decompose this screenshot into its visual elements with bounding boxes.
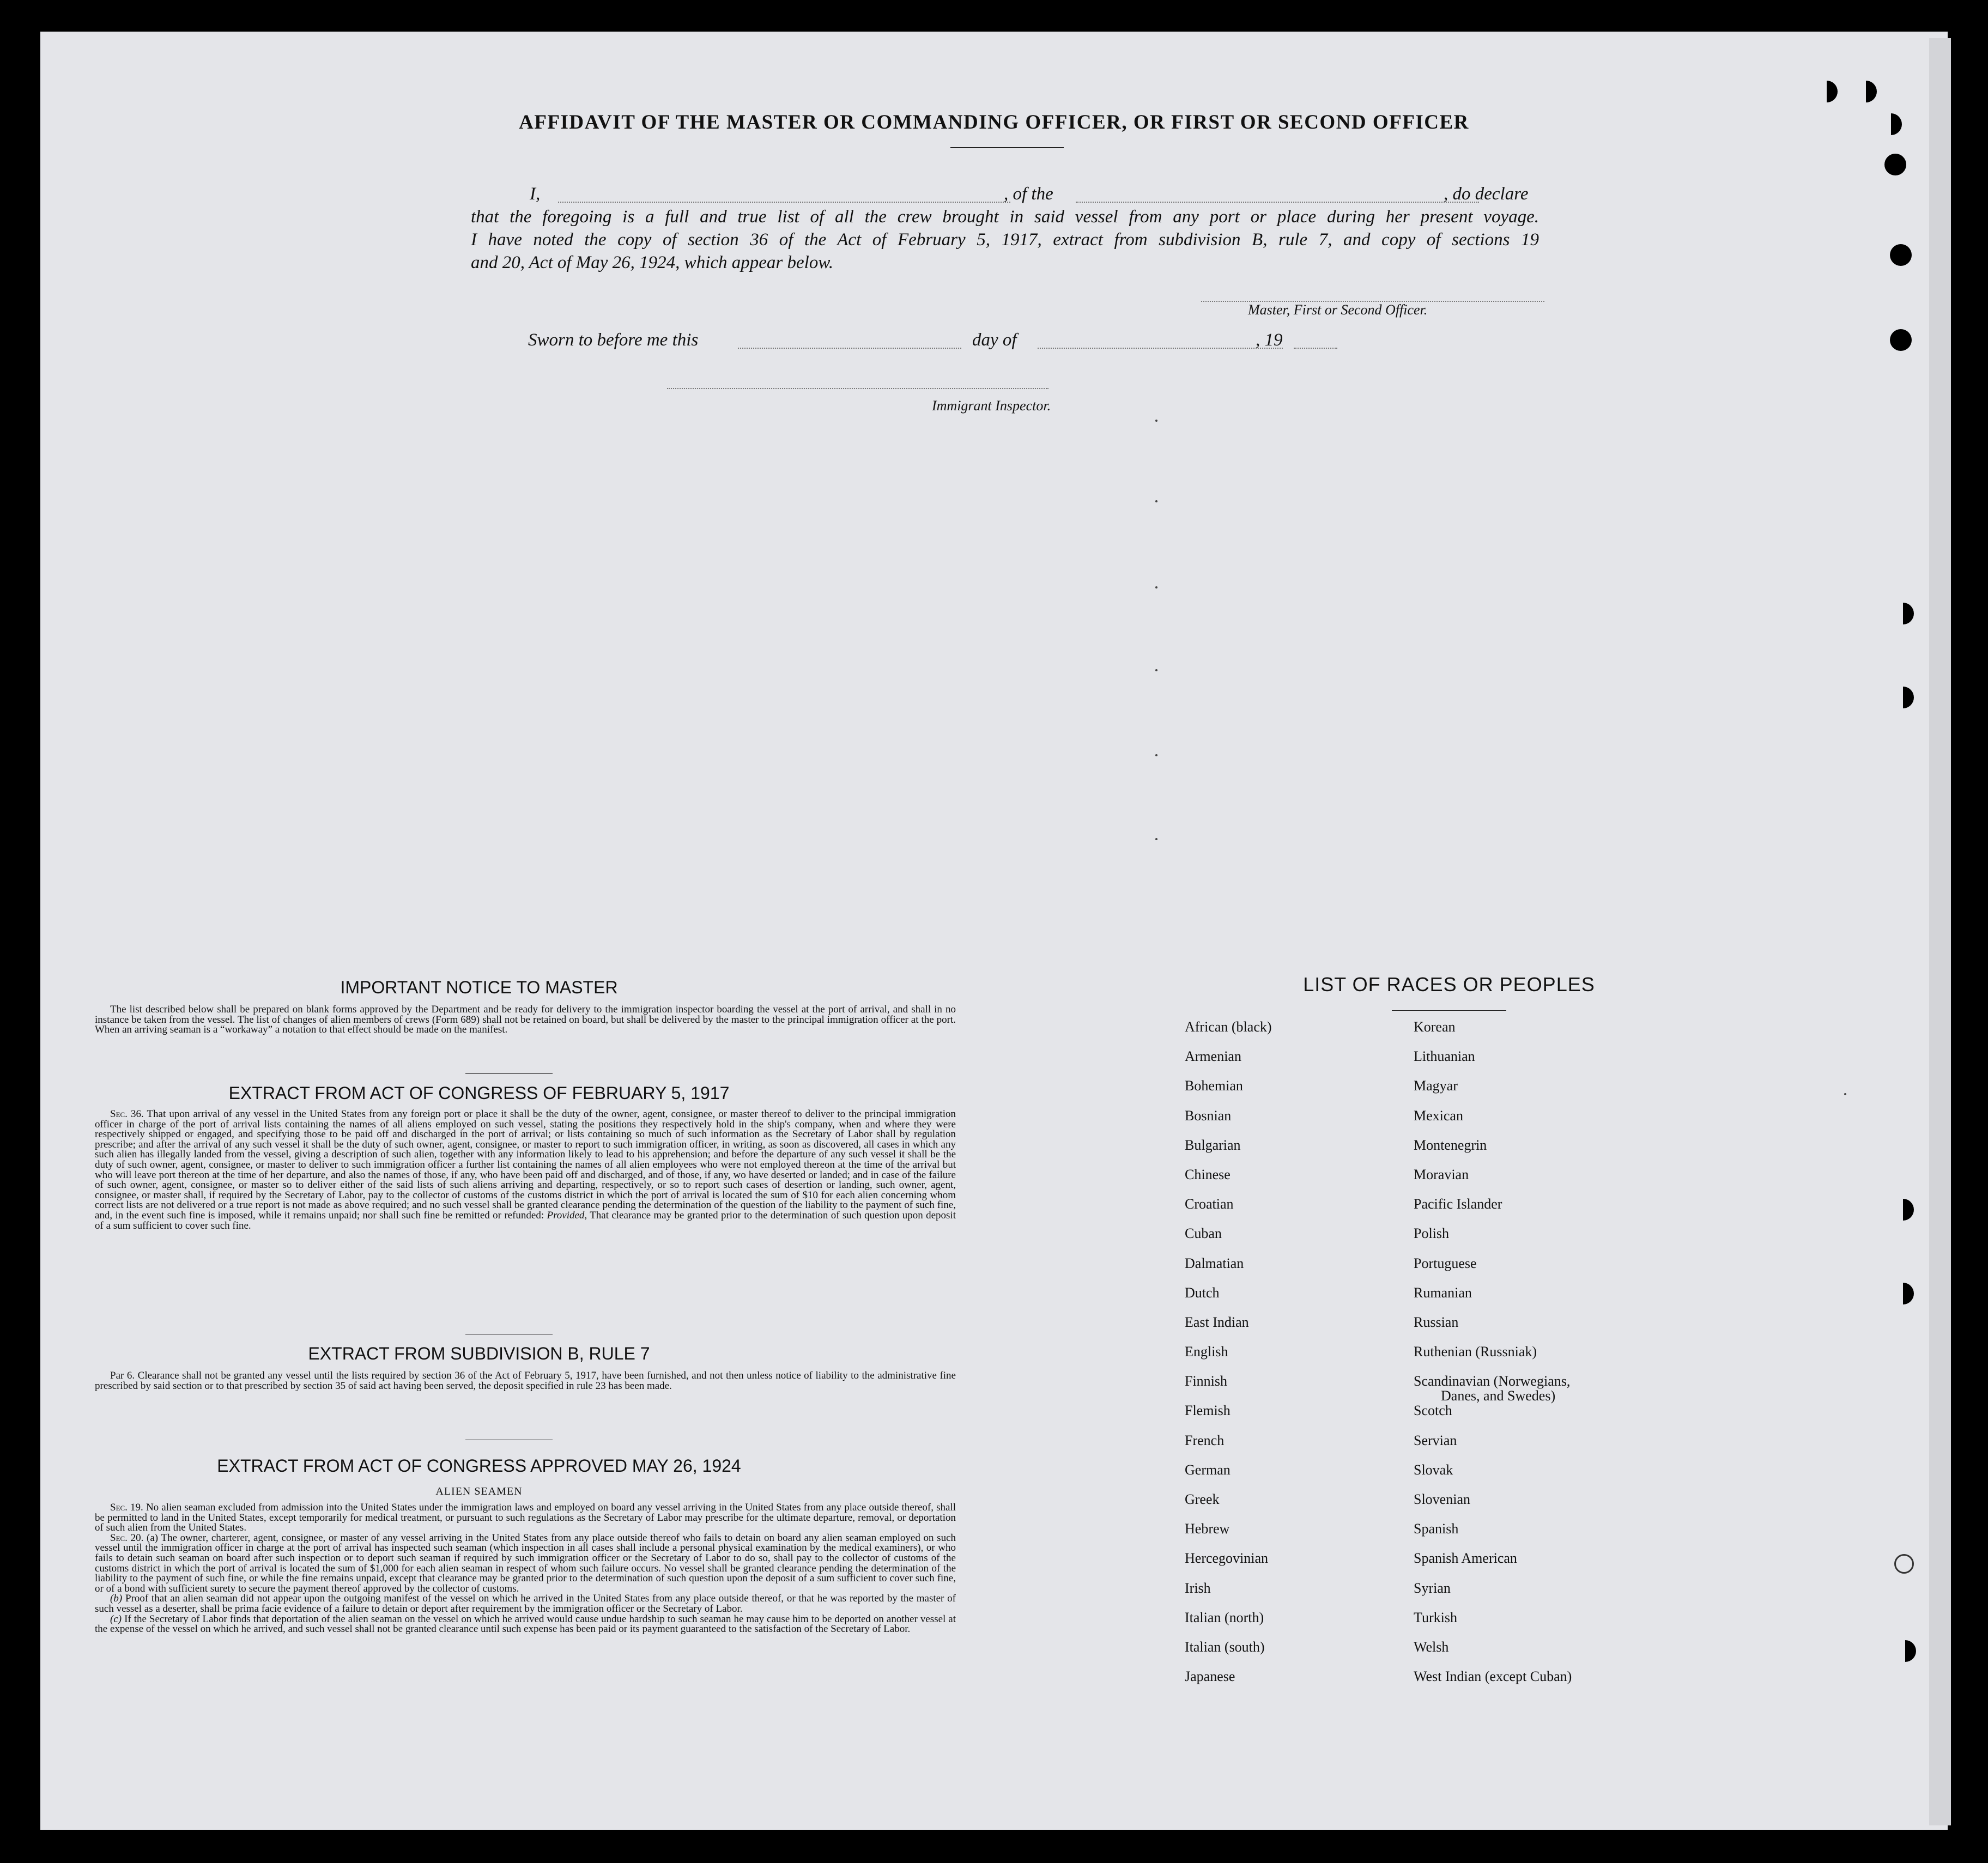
race-item (1185, 1580, 1403, 1610)
binder-hole (1894, 1640, 1916, 1662)
race-name: African (black) (1185, 1019, 1272, 1035)
race-name: Russian (1414, 1314, 1459, 1330)
race-item (1414, 1373, 1632, 1403)
races-divider (1392, 1010, 1506, 1011)
race-item (1185, 1462, 1403, 1491)
race-name: Armenian (1185, 1048, 1241, 1065)
race-name: Portuguese (1414, 1255, 1477, 1271)
binder-hole (1880, 113, 1902, 135)
declaration-line-1: that the foregoing is a full and true list of all the crew brought in said vessel from any port or place during her present voyage. (471, 207, 1539, 227)
race-item (1185, 1610, 1403, 1639)
race-name: English (1185, 1344, 1228, 1360)
extract-1924-body (95, 1503, 956, 1635)
race-item (1414, 1580, 1632, 1610)
scan-dot (1155, 500, 1157, 502)
race-name: Pacific Islander (1414, 1196, 1502, 1212)
race-name: Turkish (1414, 1609, 1457, 1625)
race-name: Chinese (1185, 1166, 1231, 1182)
race-name: Slovenian (1414, 1491, 1470, 1507)
sec-20c-label: (c) (110, 1613, 122, 1625)
binder-hole (1892, 603, 1914, 624)
race-item (1185, 1137, 1403, 1167)
race-name: Spanish American (1414, 1550, 1517, 1567)
race-name: Korean (1414, 1019, 1456, 1035)
sec-20c-body: If the Secretary of Labor finds that deportation of the alien seaman on the vessel on which he arrived would cause undue hardship to such seaman he may cause him to be deported on another vessel at the expense of the vessel on which he arrived, and such vessel shall not be granted clearance until such expense has been paid or its payment guaranteed to the satisfaction of the Secretary of Labor. (95, 1613, 956, 1635)
race-name: Scandinavian (Norwegians, (1414, 1373, 1571, 1389)
form-sheet (40, 32, 1948, 1830)
year-label: , 19 (1256, 330, 1283, 350)
race-name: Montenegrin (1414, 1137, 1487, 1153)
race-item (1185, 1373, 1403, 1403)
race-item (1414, 1610, 1632, 1639)
race-name: Greek (1185, 1491, 1220, 1507)
rule7-title: EXTRACT FROM SUBDIVISION B, RULE 7 (308, 1344, 650, 1363)
race-name: Slovak (1414, 1461, 1453, 1478)
sec-20-label: Sec. 20. (110, 1532, 144, 1544)
race-name: French (1185, 1432, 1225, 1448)
race-item (1414, 1668, 1632, 1698)
race-item (1185, 1285, 1403, 1314)
race-item (1185, 1550, 1403, 1580)
race-name: Japanese (1185, 1668, 1235, 1685)
races-right-column (1414, 1019, 1632, 1698)
sec-20c-text (95, 1615, 956, 1635)
scan-dot (1155, 669, 1157, 671)
race-name: Mexican (1414, 1107, 1463, 1124)
race-name: East Indian (1185, 1314, 1249, 1330)
sec-36-text: That upon arrival of any vessel in the United States from any foreign port or place it shall be the duty of the owner, agent, consignee, or master thereof to deliver to the principal immigration officer in charge of the port of arrival lists containing the names of all aliens employed on such vessel, stating the positions they respectively hold in the ship's company, when and where they were respectively shipped or engaged, and specifying those to be paid off and discharged in the port of arrival; or lists containing so much of such information as the Secretary of Labor shall by regulation prescribe; and after the arrival of any such vessel it shall be the duty of such owner, agent, consignee, or master to report to such immigration officer, in writing, as soon as discovered, all cases in which any such alien has illegally landed from the vessel, giving a description of such alien, together with any information likely to lead to his apprehension; and before the departure of any such vessel it shall be the duty of such owner, agent, consignee, or master to deliver to such immigration officer a further list containing the names of all alien employees who were not employed thereon at the time of the arrival but who will leave port thereon at the time of her departure, and also the names of those, if any, who have been paid off and discharged, and of those, if any, wo have deserted or landed; and in case of the failure of such owner, agent, consignee, or master so to deliver either of the said lists of such aliens arriving and departing, respectively, or so to report such cases of desertion or landing, such owner, agent, consignee, or master shall, if required by the Secretary of Labor, pay to the collector of customs of the customs district in which the port of arrival is located the sum of $10 for each alien concerning whom correct lists are not delivered or a true report is not made as above required; and no such vessel shall be granted clearance pending the determination of the question of the liability to the payment of such fine, and, in the event such fine is imposed, while it remains unpaid; nor shall such fine be remitted or refunded: (95, 1108, 956, 1221)
sworn-label: Sworn to before me this (528, 330, 699, 350)
sec-19-text (95, 1503, 956, 1533)
race-item (1414, 1639, 1632, 1668)
rule7-text: Par 6. Clearance shall not be granted any vessel until the lists required by section 36 of the Act of February 5, 1917, have been furnished, and not then unless notice of liability to the administrative fine prescribed by said section or to that prescribed by section 35 of said act having been served, the deposit specified in rule 23 has been made. (95, 1370, 956, 1392)
race-item (1414, 1255, 1632, 1285)
race-item (1414, 1550, 1632, 1580)
scan-dot (1155, 420, 1157, 422)
race-item (1185, 1668, 1403, 1698)
race-name: Moravian (1414, 1166, 1469, 1182)
race-name: Rumanian (1414, 1284, 1472, 1301)
binder-hole (1892, 1199, 1914, 1221)
races-title: LIST OF RACES OR PEOPLES (1303, 973, 1595, 996)
race-item (1414, 1048, 1632, 1078)
race-name: Dalmatian (1185, 1255, 1244, 1271)
officer-signature-label: Master, First or Second Officer. (1248, 302, 1428, 318)
race-item (1185, 1314, 1403, 1344)
race-name: Hebrew (1185, 1521, 1230, 1537)
scan-dot (1155, 754, 1157, 756)
title-divider (950, 147, 1064, 148)
declaration-line-3: and 20, Act of May 26, 1924, which appear below. (471, 253, 834, 272)
declarant-label: I, (530, 184, 541, 204)
declaration-line-2: I have noted the copy of section 36 of the Act of February 5, 1917, extract from subdivision B, rule 7, and copy of sections 19 (471, 230, 1539, 250)
vessel-name-field[interactable] (1076, 202, 1479, 203)
race-name: Syrian (1414, 1580, 1451, 1596)
race-name: Italian (south) (1185, 1639, 1265, 1655)
extract-1924-title: EXTRACT FROM ACT OF CONGRESS APPROVED MAY 26, 1924 (217, 1456, 741, 1476)
underlying-page-edge (1929, 38, 1951, 1825)
sec-36-proviso-text: That clearance may be granted prior to the determination of such question upon deposit of a sum sufficient to cover such fine. (95, 1209, 956, 1231)
race-item (1414, 1491, 1632, 1521)
race-name: Croatian (1185, 1196, 1234, 1212)
race-name: Magyar (1414, 1078, 1458, 1094)
race-item (1185, 1225, 1403, 1255)
extract-1917-text (95, 1109, 956, 1231)
race-item (1414, 1314, 1632, 1344)
binder-hole (1884, 154, 1906, 175)
binder-hole (1892, 687, 1914, 708)
race-item (1414, 1521, 1632, 1550)
race-item (1414, 1285, 1632, 1314)
scan-dot (1844, 1093, 1846, 1095)
race-name: Finnish (1185, 1373, 1228, 1389)
scan-dot (1155, 838, 1157, 840)
race-item (1185, 1344, 1403, 1373)
affidavit-title: AFFIDAVIT OF THE MASTER OR COMMANDING OFFICER, OR FIRST OR SECOND OFFICER (519, 111, 1469, 133)
sec-19-label: Sec. 19. (110, 1502, 143, 1513)
race-item (1185, 1019, 1403, 1048)
race-item (1414, 1462, 1632, 1491)
race-item (1185, 1196, 1403, 1225)
race-name: Bulgarian (1185, 1137, 1241, 1153)
race-item (1414, 1167, 1632, 1196)
declarant-name-field[interactable] (558, 202, 1010, 203)
notice-text: The list described below shall be prepared on blank forms approved by the Department and be ready for delivery to the immigration inspector boarding the vessel at the port of arrival, and shall in no instance be taken from the vessel. The list of changes of alien members of crews (Form 689) shall not be retained on board, but shall be delivered by the master to the principal immigration officer at the port. When an arriving seaman is a “workaway” a notation to that effect should be made on the manifest. (95, 1004, 956, 1036)
races-left-column (1185, 1019, 1403, 1698)
race-name: German (1185, 1461, 1231, 1478)
inspector-signature-field[interactable] (667, 388, 1048, 389)
race-item (1414, 1344, 1632, 1373)
race-name: West Indian (except Cuban) (1414, 1668, 1572, 1685)
race-item (1185, 1255, 1403, 1285)
race-item (1414, 1196, 1632, 1225)
race-name: Bosnian (1185, 1107, 1232, 1124)
binder-hole (1894, 1554, 1914, 1574)
race-item (1414, 1225, 1632, 1255)
proviso-word: Provided, (547, 1209, 587, 1221)
binder-hole (1816, 81, 1838, 102)
sec-36-label: Sec. 36. (110, 1108, 144, 1120)
binder-hole (1855, 81, 1877, 102)
race-name: Servian (1414, 1432, 1457, 1448)
sworn-year-field[interactable] (1294, 348, 1337, 349)
notice-divider (465, 1073, 553, 1074)
race-name: Flemish (1185, 1403, 1231, 1419)
race-item (1185, 1521, 1403, 1550)
sec-20b-text (95, 1594, 956, 1614)
scan-dot (1155, 586, 1157, 588)
race-name: Bohemian (1185, 1078, 1243, 1094)
do-declare-label: , do declare (1444, 184, 1529, 204)
race-name: Polish (1414, 1225, 1450, 1242)
race-item (1414, 1403, 1632, 1432)
sec-20a-body: (a) The owner, charterer, agent, consignee, or master of any vessel arriving in the United States from any place outside thereof who fails to detain on board any alien seaman employed on such vessel until the immigration officer in charge at the port of arrival has inspected such seaman (which inspection in all cases shall include a personal physical examination by the medical examiners), or who fails to detain such seaman on board after such inspection or to deport such seaman if required by such immigration officer or the Secretary of Labor to do so, shall pay to the collector of customs of the customs district in which the port of arrival is located the sum of $1,000 for each alien seaman in respect of whom such failure occurs. No vessel shall be granted clearance pending the determination of the liability to the payment of such fine, or while the fine remains unpaid, except that clearance may be granted prior to the determination of such question upon the deposit of a sum sufficient to cover such fine, or of a bond with sufficient surety to secure the payment thereof approved by the collector of customs. (95, 1532, 956, 1594)
race-item (1185, 1491, 1403, 1521)
race-name: Ruthenian (Russniak) (1414, 1344, 1537, 1360)
race-item (1185, 1108, 1403, 1137)
sec-20a-text (95, 1533, 956, 1594)
race-name-continuation: Danes, and Swedes) (1441, 1388, 1556, 1404)
race-item (1414, 1137, 1632, 1167)
sec-20b-label: (b) (110, 1593, 123, 1605)
race-item (1414, 1019, 1632, 1048)
race-item (1185, 1078, 1403, 1107)
alien-seamen-subtitle: ALIEN SEAMEN (435, 1485, 523, 1497)
race-item (1185, 1048, 1403, 1078)
race-item (1414, 1078, 1632, 1107)
race-item (1414, 1433, 1632, 1462)
sworn-month-field[interactable] (1038, 348, 1283, 349)
race-name: Cuban (1185, 1225, 1222, 1242)
race-name: Scotch (1414, 1403, 1452, 1419)
race-name: Spanish (1414, 1521, 1459, 1537)
race-item (1185, 1403, 1403, 1432)
race-item (1185, 1433, 1403, 1462)
race-name: Italian (north) (1185, 1609, 1264, 1625)
race-name: Hercegovinian (1185, 1550, 1269, 1567)
inspector-signature-label: Immigrant Inspector. (932, 398, 1051, 414)
binder-hole (1890, 329, 1912, 351)
extract-1917-title: EXTRACT FROM ACT OF CONGRESS OF FEBRUARY 5, 1917 (228, 1083, 730, 1103)
race-name: Welsh (1414, 1639, 1449, 1655)
race-name: Lithuanian (1414, 1048, 1475, 1065)
binder-hole (1890, 244, 1912, 266)
race-name: Dutch (1185, 1284, 1220, 1301)
day-of-label: day of (972, 330, 1017, 350)
binder-hole (1892, 1283, 1914, 1304)
race-item (1185, 1639, 1403, 1668)
vessel-of-label: , of the (1004, 184, 1053, 204)
sec-20b-body: Proof that an alien seaman did not appear upon the outgoing manifest of the vessel on which he arrived in the United States from any place outside thereof, or that he was reported by the master of such vessel as a deserter, shall be prima facie evidence of a failure to detain or deport after requirement by the immigration officer or the Secretary of Labor. (95, 1593, 956, 1615)
race-item (1185, 1167, 1403, 1196)
sworn-day-field[interactable] (738, 348, 961, 349)
race-item (1414, 1108, 1632, 1137)
race-name: Irish (1185, 1580, 1211, 1596)
sec-19-body: No alien seaman excluded from admission into the United States under the immigration laws and employed on board any vessel arriving in the United States from any place outside thereof, shall be permitted to land in the United States, except temporarily for medical treatment, or pursuant to such regulations as the Secretary of Labor may prescribe for the ultimate departure, removal, or deportation of such alien from the United States. (95, 1502, 956, 1534)
notice-title: IMPORTANT NOTICE TO MASTER (340, 978, 618, 997)
